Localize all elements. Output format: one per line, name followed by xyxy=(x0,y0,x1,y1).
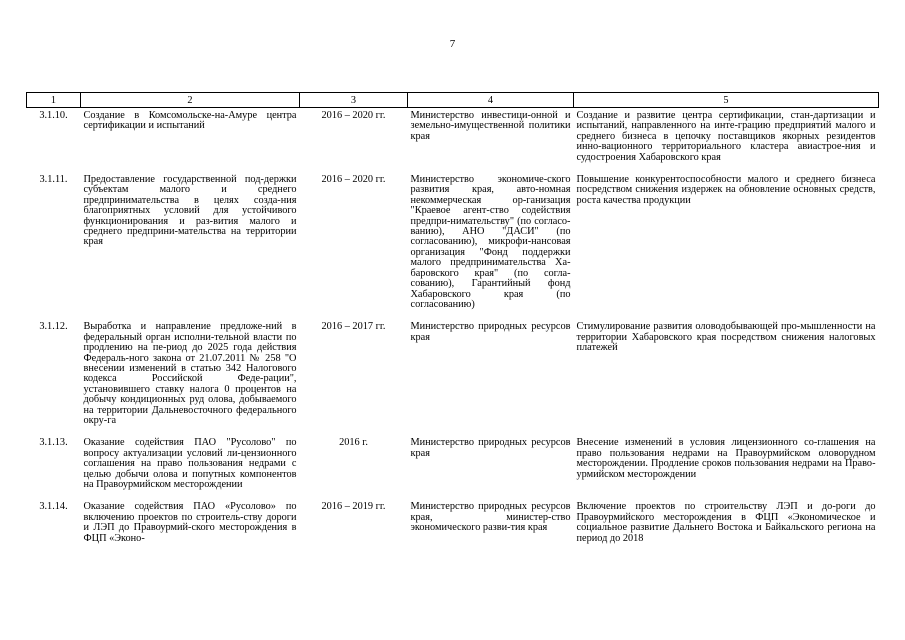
table-row xyxy=(27,108,879,173)
row-number: 3.1.13. xyxy=(39,437,68,449)
header-col-5: 5 xyxy=(574,93,879,108)
period-text: 2016 – 2017 гг. xyxy=(321,321,386,333)
measures-table xyxy=(26,92,879,553)
executor-text: Министерство инвестици-онной и земельно-имущественной политики края xyxy=(410,110,571,142)
executor-text: Министерство природных ресурсов края, министер-ство экономического разви-тия края xyxy=(410,501,571,534)
row-number: 3.1.10. xyxy=(39,110,68,121)
table-row xyxy=(27,499,879,553)
period-text: 2016 – 2019 гг. xyxy=(321,501,386,513)
result-text: Создание и развитие центра сертификации, стан-дартизации и испытаний, направленного на инте-грацию предприятий малого и среднего бизнеса в цепочку поставщиков якорных резидентов инно-вационного территориального кластера авиастрое-ния и судостроения Хабаровского края xyxy=(576,110,876,163)
measure-text: Выработка и направление предложе-ний в федеральный орган исполни-тельной власти по продлению на пе-риод до 2025 года действия Федераль-ного закона от 21.07.2011 № 258 "О внесении изменений в статью 342 Налогового кодекса Российской Феде-рации", установившего ставку налога 0 процентов на добычу кондиционных руд олова, добываемого на территории Дальневосточного федерального окру-га xyxy=(83,321,297,426)
measure-text: Оказание содействия ПАО "Русолово" по вопросу актуализации условий ли-цензионного соглашения на право пользования недрами с целью добычи олова и попутных компонентов на Правоурмийском месторождении xyxy=(83,437,297,490)
measure-text: Создание в Комсомольске-на-Амуре центра сертификации и испытаний xyxy=(83,110,297,132)
table-row xyxy=(27,319,879,435)
result-text: Стимулирование развития оловодобывающей про-мышленности на территории Хабаровского края посредством снижения налоговых платежей xyxy=(576,321,876,354)
row-number: 3.1.14. xyxy=(39,501,68,513)
page-number: 7 xyxy=(449,38,456,50)
header-col-1: 1 xyxy=(27,93,81,108)
result-text: Внесение изменений в условия лицензионного со-глашения на право пользования недрами на Правоурмийском оловорудном месторождении. Продление сроков пользования недрами на Право-урмийском месторождении xyxy=(576,437,876,480)
executor-text: Министерство экономиче-ского развития края, авто-номная некоммерческая ор-ганизация "Краевое агент-ство содействия предпри-нимательству" (по согласо-ванию), АНО "ДАСИ" (по согласованию), микрофи-нансовая организация "Фонд поддержки малого предпринимательства Ха-баровского края" (по согла-сованию), Гарантийный фонд Хабаровского края (по согласованию) xyxy=(410,174,571,310)
table-body xyxy=(27,108,879,554)
executor-text: Министерство природных ресурсов края xyxy=(410,437,571,459)
result-text: Включение проектов по строительству ЛЭП и до-роги до Правоурмийского месторождения в ФЦП «Экономическое и социальное развитие Дальнего Востока и Байкальского региона на период до 2018 xyxy=(576,501,876,544)
header-col-2: 2 xyxy=(81,93,300,108)
executor-text: Министерство природных ресурсов края xyxy=(410,321,571,343)
header-row xyxy=(27,93,879,108)
period-text: 2016 г. xyxy=(339,437,368,449)
table-row xyxy=(27,435,879,499)
header-col-4: 4 xyxy=(408,93,574,108)
table-header xyxy=(27,93,879,108)
period-text: 2016 – 2020 гг. xyxy=(321,174,386,186)
measure-text: Оказание содействия ПАО «Русолово» по включению проектов по строитель-ству дороги и ЛЭП до Правоурмий-ского месторождения в ФЦП «Эконо- xyxy=(83,501,297,544)
row-number: 3.1.11. xyxy=(39,174,68,186)
table-row xyxy=(27,172,879,319)
result-text: Повышение конкурентоспособности малого и среднего бизнеса посредством снижения издержек на обновление основных средств, роста качества продукции xyxy=(576,174,876,206)
period-text: 2016 – 2020 гг. xyxy=(321,110,386,121)
row-number: 3.1.12. xyxy=(39,321,68,333)
header-col-3: 3 xyxy=(300,93,408,108)
measure-text: Предоставление государственной под-держки субъектам малого и среднего предпринимательства в целях созда-ния благоприятных условий для устойчивого функционирования и раз-вития малого и среднего предприни-мательства на территории края xyxy=(83,174,297,248)
